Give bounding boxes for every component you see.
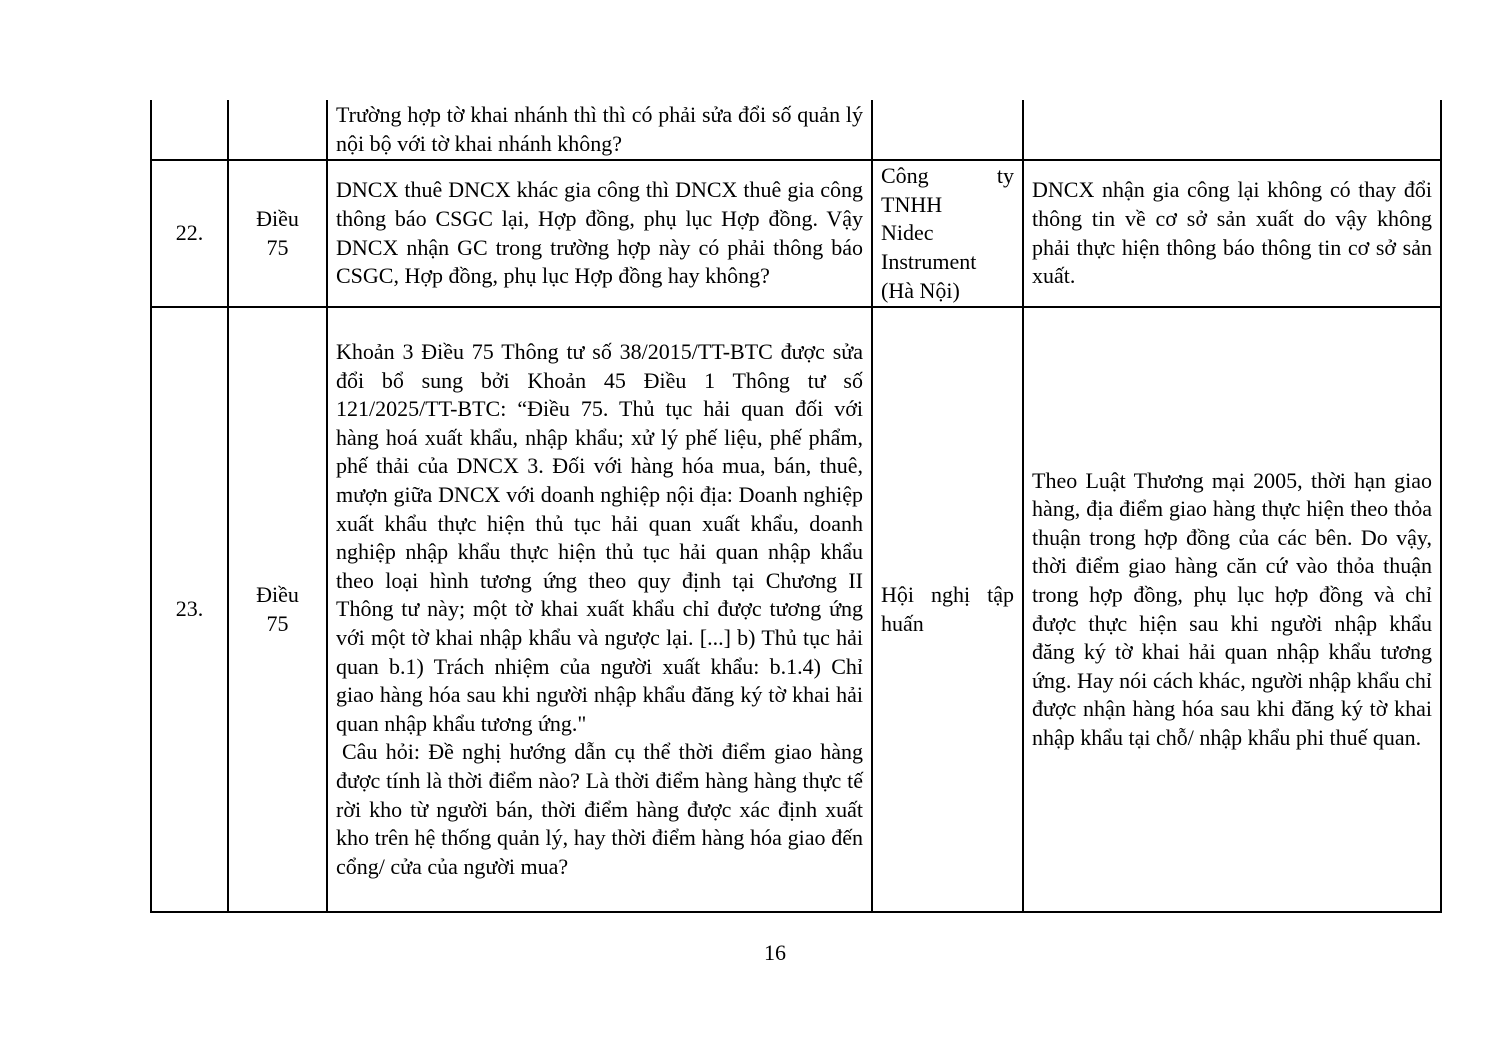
- unit-line: [881, 162, 1014, 191]
- unit-cell: [872, 100, 1023, 160]
- page-number: 16: [764, 940, 786, 965]
- qa-table: [150, 100, 1442, 913]
- table-row: [151, 100, 1441, 160]
- row-number-cell: [151, 160, 228, 307]
- question-cell: [327, 307, 872, 912]
- answer-cell: [1023, 100, 1441, 160]
- article-number: 75: [266, 234, 289, 260]
- question-text: Khoản 3 Điều 75 Thông tư số 38/2015/TT-BTC được sửa đổi bổ sung bởi Khoản 45 Điều 1 Thông tư số 121/2025/TT-BTC: “Điều 75. Thủ tục hải quan đối với hàng hoá xuất khẩu, nhập khẩu; xử lý phế liệu, phế phẩm, phế thải của DNCX 3. Đối với hàng hóa mua, bán, thuê, mượn giữa DNCX với doanh nghiệp nội địa: Doanh nghiệp xuất khẩu thực hiện thủ tục hải quan xuất khẩu, doanh nghiệp nhập khẩu thực hiện thủ tục hải quan nhập khẩu theo loại hình tương ứng theo quy định tại Chương II Thông tư này; một tờ khai xuất khẩu chỉ được tương ứng với một tờ khai nhập khẩu và ngược lại. [...] b) Thủ tục hải quan b.1) Trách nhiệm của người xuất khẩu: b.1.4) Chỉ giao hàng hóa sau khi người nhập khẩu đăng ký tờ khai hải quan nhập khẩu tương ứng.": [336, 339, 863, 736]
- unit-cell: [872, 160, 1023, 307]
- unit-word: ty: [996, 163, 1014, 189]
- row-number: 22.: [175, 220, 204, 246]
- question-text: DNCX thuê DNCX khác gia công thì DNCX thuê gia công thông báo CSGC lại, Hợp đồng, phụ lục Hợp đồng. Vậy DNCX nhận GC trong trường hợp này có phải thông báo CSGC, Hợp đồng, phụ lục Hợp đồng hay không?: [336, 177, 863, 289]
- unit-line: TNHH: [881, 191, 943, 217]
- answer-cell: [1023, 307, 1441, 912]
- answer-text: Theo Luật Thương mại 2005, thời hạn giao hàng, địa điểm giao hàng thực hiện theo thỏa thuận trong hợp đồng của các bên. Do vậy, thời điểm giao hàng căn cứ vào thỏa thuận trong hợp đồng, phụ lục hợp đồng và chỉ được thực hiện sau khi người nhập khẩu đăng ký tờ khai hải quan nhập khẩu tương ứng. Hay nói cách khác, người nhập khẩu chỉ được nhận hàng hóa sau khi đăng ký tờ khai nhập khẩu tại chỗ/ nhập khẩu phi thuế quan.: [1032, 467, 1432, 751]
- unit-text: Hội nghị tập huấn: [881, 582, 1014, 636]
- article-cell: [228, 160, 327, 307]
- answer-text: DNCX nhận gia công lại không có thay đổi thông tin về cơ sở sản xuất do vậy không phải thực hiện thông báo thông tin cơ sở sản xuất.: [1032, 177, 1432, 289]
- unit-word: Công: [881, 163, 929, 189]
- table-row: [151, 160, 1441, 307]
- question-text: Trường hợp tờ khai nhánh thì thì có phải sửa đổi số quản lý nội bộ với tờ khai nhánh không?: [336, 102, 863, 156]
- article-label: Điều: [256, 582, 299, 608]
- unit-cell: [872, 307, 1023, 912]
- article-label: Điều: [256, 206, 299, 232]
- question-cell: [327, 160, 872, 307]
- row-number-cell: [151, 100, 228, 160]
- unit-line: (Hà Nội): [881, 277, 960, 303]
- question-followup: Câu hỏi: Đề nghị hướng dẫn cụ thể thời điểm giao hàng được tính là thời điểm nào? Là thời điểm hàng hàng thực tế rời kho từ người bán, thời điểm hàng được xác định xuất kho trên hệ thống quản lý, hay thời điểm hàng hóa giao đến cổng/ cửa của người mua?: [336, 739, 863, 879]
- question-cell: [327, 100, 872, 160]
- article-number: 75: [266, 610, 289, 636]
- unit-line: Nidec: [881, 220, 934, 246]
- unit-line: Instrument: [881, 248, 977, 274]
- row-number-cell: [151, 307, 228, 912]
- row-number: 23.: [175, 596, 204, 622]
- table-row: [151, 307, 1441, 912]
- article-cell: [228, 100, 327, 160]
- article-cell: [228, 307, 327, 912]
- answer-cell: [1023, 160, 1441, 307]
